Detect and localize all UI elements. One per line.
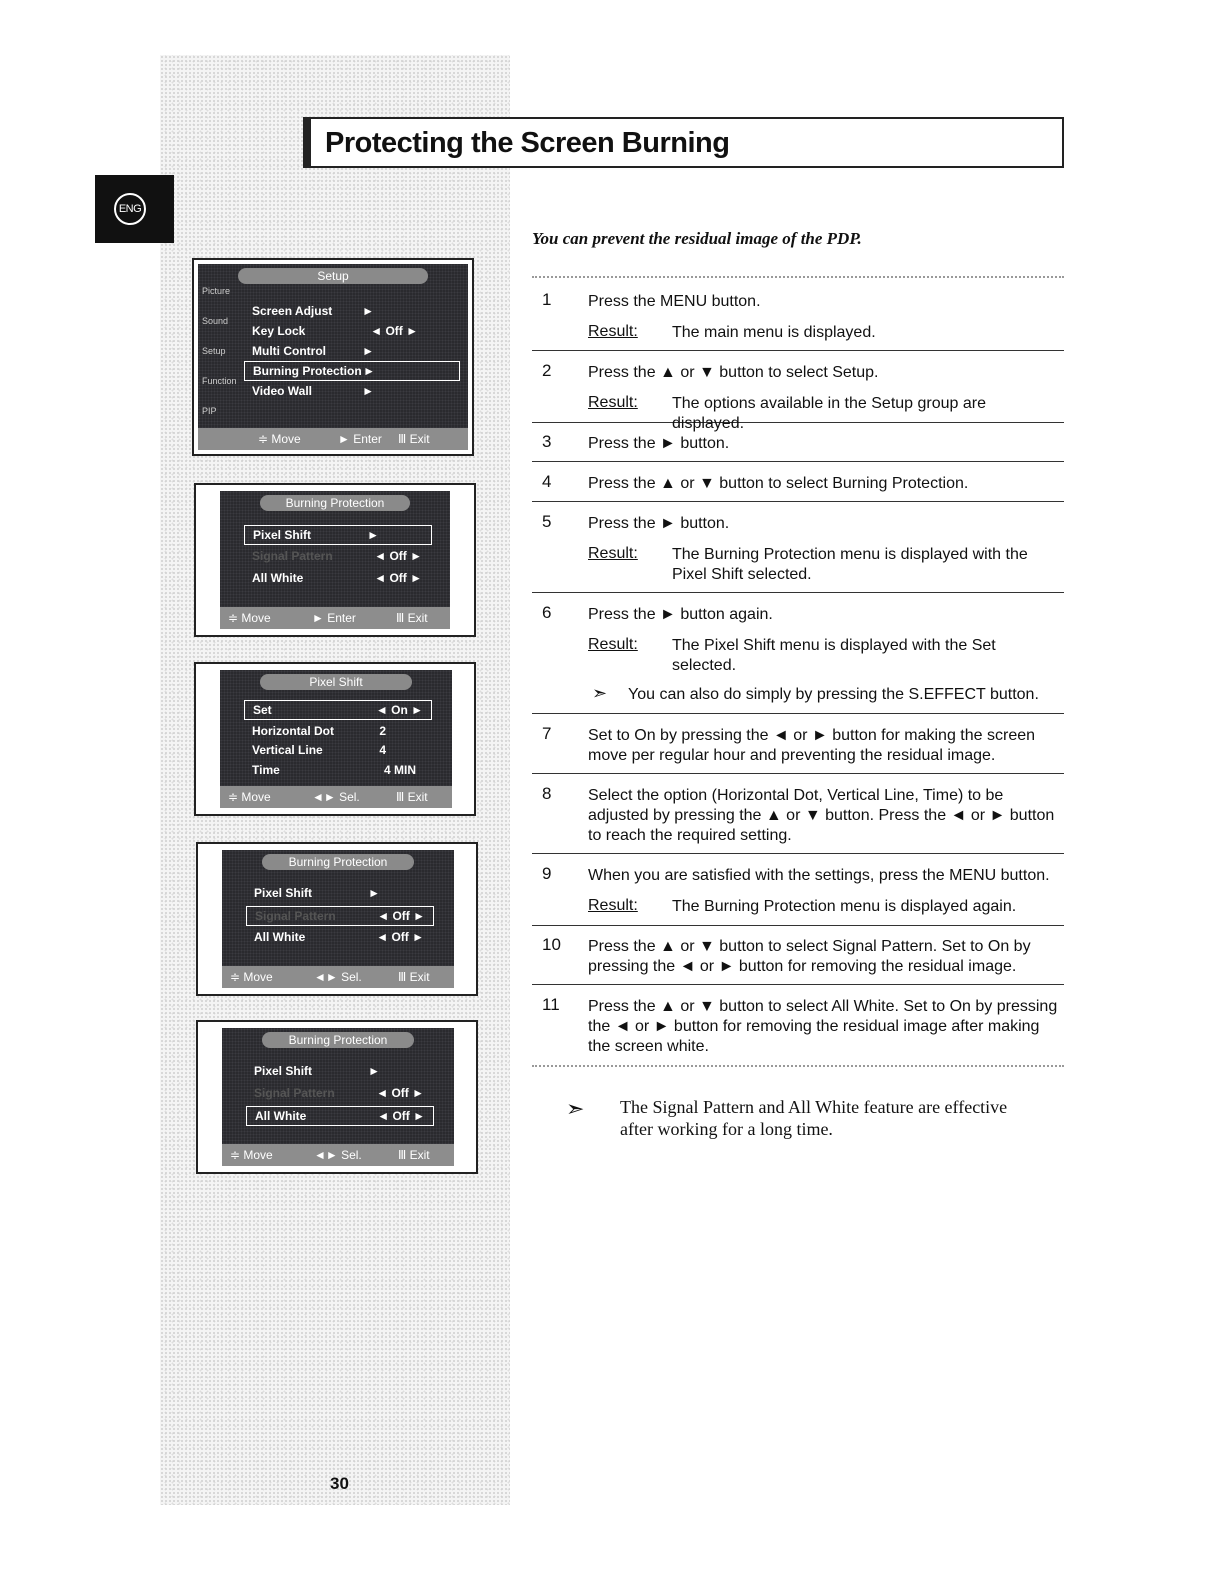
osd-bp3 <box>222 1028 454 1166</box>
osd-title: Burning Protection <box>262 1032 414 1048</box>
osd-setup <box>198 264 468 450</box>
result-text: The Burning Protection menu is displayed with the Pixel Shift selected. <box>672 546 1028 583</box>
note-arrow-icon: ➣ <box>566 1096 585 1121</box>
language-badge <box>95 175 174 243</box>
step-text: Press the ► button. <box>588 515 730 532</box>
result-label: Result: <box>588 897 638 914</box>
picture-icon: Picture <box>202 286 231 296</box>
osd-row-selected: Set ◄ On ► <box>244 700 432 720</box>
osd-title: Pixel Shift <box>260 674 412 690</box>
title-box <box>303 117 1064 168</box>
osd-footer: ≑ Move ► Enter Ⅲ Exit <box>220 607 450 629</box>
page-number: 30 <box>330 1474 349 1493</box>
step-text: Press the ▲ or ▼ button to select Setup. <box>588 364 879 381</box>
divider-bottom <box>532 1065 1064 1067</box>
osd-title: Burning Protection <box>260 495 410 511</box>
step-number: 8 <box>542 784 552 803</box>
osd-pixel <box>220 670 452 808</box>
step-number: 5 <box>542 512 552 531</box>
step-number: 3 <box>542 432 552 451</box>
osd-footer: ≑ Move ◄► Sel. Ⅲ Exit <box>222 1144 454 1166</box>
step-8 <box>532 784 1064 854</box>
step-text: Press the ► button again. <box>588 606 773 623</box>
osd-row-selected: Signal Pattern ◄ Off ► <box>246 906 434 926</box>
osd-footer: ≑ Move ◄► Sel. Ⅲ Exit <box>220 786 452 808</box>
osd-row: Signal Pattern ◄ Off ► <box>252 549 422 563</box>
osd-footer: ≑ Move ◄► Sel. Ⅲ Exit <box>222 966 454 988</box>
result-text: The options available in the Setup group are displayed. <box>672 395 986 432</box>
step-text: Press the ▲ or ▼ button to select Signal Pattern. Set to On by pressing the ◄ or ► button for removing the residual image. <box>588 938 1031 975</box>
language-badge-label: ENG <box>114 193 146 225</box>
osd-footer: ≑ Move ► Enter Ⅲ Exit <box>198 428 468 450</box>
osd-row: Pixel Shift ► <box>254 886 380 900</box>
step-number: 1 <box>542 290 552 309</box>
osd-row: Video Wall ► <box>252 384 374 398</box>
osd-row-selected: Pixel Shift ► <box>244 525 432 545</box>
screen-bp3-frame <box>196 1020 478 1174</box>
step-text: When you are satisfied with the settings, press the MENU button. <box>588 867 1050 884</box>
step-10 <box>532 935 1064 985</box>
osd-row: All White ◄ Off ► <box>252 571 422 585</box>
osd-row-selected: Burning Protection ► <box>244 361 460 381</box>
step-text: Set to On by pressing the ◄ or ► button for making the screen move per regular hour and preventing the residual image. <box>588 727 1036 764</box>
osd-bp2 <box>222 850 454 988</box>
result-label: Result: <box>588 394 638 411</box>
step-4 <box>532 472 1064 502</box>
step-3 <box>532 432 1064 462</box>
page-title: Protecting the Screen Burning <box>325 127 730 159</box>
osd-row: All White ◄ Off ► <box>254 930 424 944</box>
screen-setup-frame <box>192 258 474 456</box>
note-text: The Signal Pattern and All White feature are effective after working for a long time. <box>620 1097 1008 1139</box>
osd-title: Setup <box>238 268 428 284</box>
step-text: Select the option (Horizontal Dot, Vertical Line, Time) to be adjusted by pressing the ▲ or ▼ button. Press the ◄ or ► button to reach the required setting. <box>588 787 1055 844</box>
screen-pixel-frame <box>194 662 476 816</box>
step-5 <box>532 512 1064 593</box>
step-2 <box>532 361 1064 432</box>
tip-arrow-icon: ➣ <box>592 683 608 703</box>
osd-row: Horizontal Dot 2 <box>252 724 386 738</box>
screen-bp1-frame <box>194 483 476 637</box>
step-9 <box>532 864 1064 926</box>
step-number: 6 <box>542 603 552 622</box>
step-text: Press the ► button. <box>588 435 730 452</box>
step-6 <box>532 603 1064 714</box>
result-text: The Pixel Shift menu is displayed with the Set selected. <box>672 637 996 674</box>
step-number: 10 <box>542 935 561 954</box>
step-number: 7 <box>542 724 552 743</box>
step-text: Press the MENU button. <box>588 293 761 310</box>
osd-row: Key Lock ◄ Off ► <box>252 324 418 338</box>
step-number: 11 <box>542 995 560 1014</box>
function-icon: Function <box>202 376 237 386</box>
osd-row: Signal Pattern ◄ Off ► <box>254 1086 424 1100</box>
osd-row: Vertical Line 4 <box>252 743 386 757</box>
step-number: 2 <box>542 361 552 380</box>
osd-bp1 <box>220 491 450 629</box>
step-11 <box>532 995 1064 1063</box>
result-label: Result: <box>588 636 638 653</box>
result-label: Result: <box>588 545 638 562</box>
sound-icon: Sound <box>202 316 229 326</box>
screen-bp2-frame <box>196 842 478 996</box>
step-text: Press the ▲ or ▼ button to select Burning Protection. <box>588 475 969 492</box>
step-1 <box>532 290 1064 351</box>
divider-top <box>532 276 1064 278</box>
osd-title: Burning Protection <box>262 854 414 870</box>
step-7 <box>532 724 1064 774</box>
result-text: The Burning Protection menu is displayed again. <box>672 898 1017 915</box>
result-text: The main menu is displayed. <box>672 324 876 341</box>
pip-icon: PIP <box>202 406 217 416</box>
step-number: 4 <box>542 472 552 491</box>
setup-icon: Setup <box>202 346 226 356</box>
tip-text: You can also do simply by pressing the S.EFFECT button. <box>628 686 1039 703</box>
step-number: 9 <box>542 864 552 883</box>
result-label: Result: <box>588 323 638 340</box>
osd-row: Screen Adjust ► <box>252 304 374 318</box>
title-accent-bar <box>305 119 311 166</box>
osd-side-menu <box>202 286 246 436</box>
osd-row: Pixel Shift ► <box>254 1064 380 1078</box>
step-text: Press the ▲ or ▼ button to select All White. Set to On by pressing the ◄ or ► button for removing the residual image after making the screen white. <box>588 998 1058 1055</box>
osd-row: Time 4 MIN <box>252 763 416 777</box>
intro-text: You can prevent the residual image of the PDP. <box>532 229 862 248</box>
osd-row: Multi Control ► <box>252 344 374 358</box>
osd-row-selected: All White ◄ Off ► <box>246 1106 434 1126</box>
